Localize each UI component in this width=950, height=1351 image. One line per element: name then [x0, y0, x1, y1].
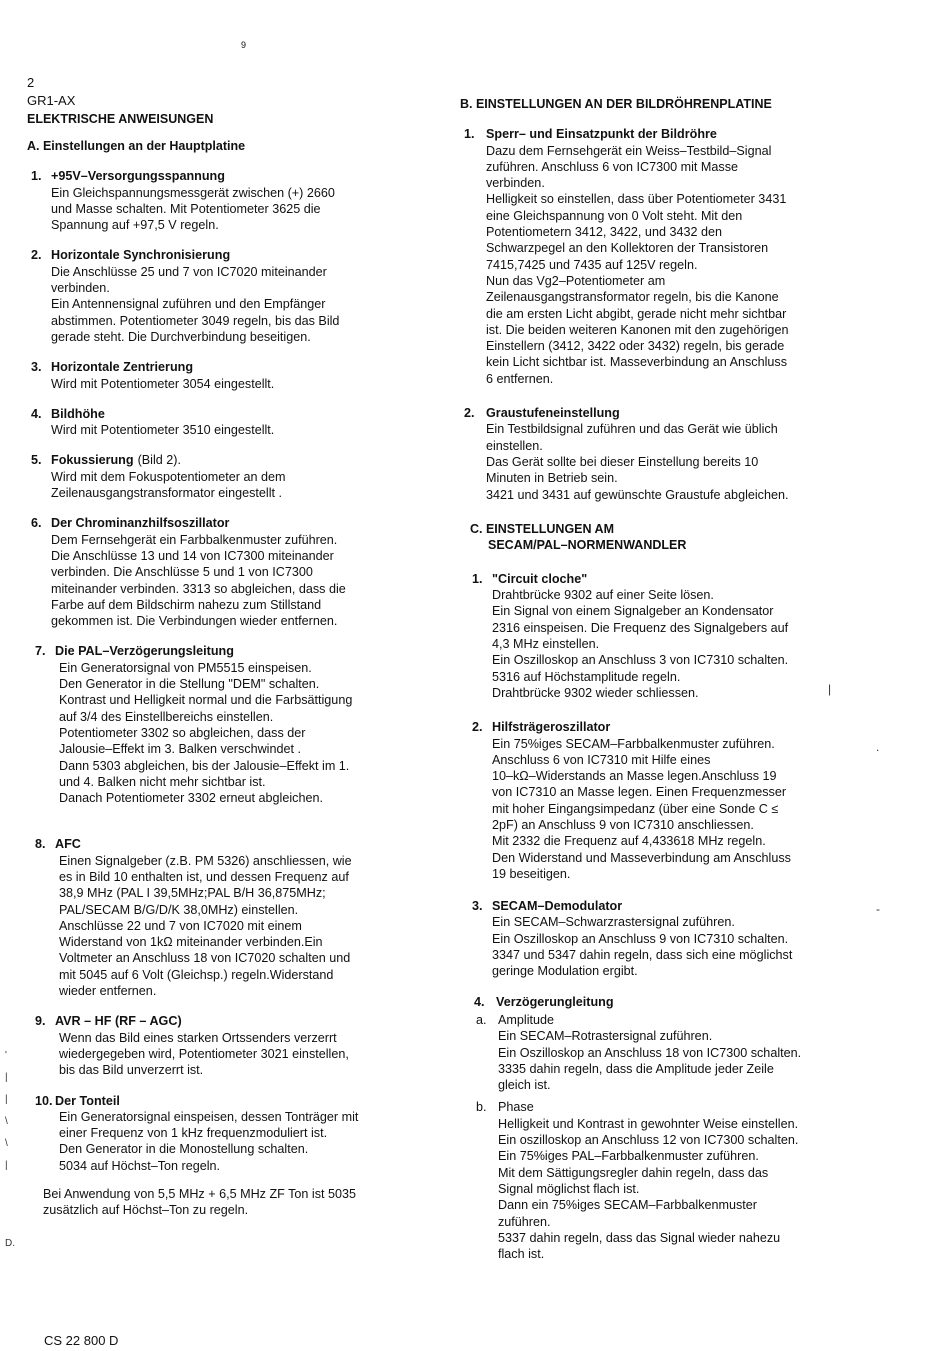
text-line: 7415,7425 und 7435 auf 125V regeln.: [486, 257, 698, 272]
text-line: Ein SECAM–Schwarzrastersignal zuführen.: [492, 915, 735, 930]
text-line: einstellen.: [486, 438, 543, 453]
text-line: Anschluss 6 von IC7310 mit Hilfe eines: [492, 752, 711, 767]
a-item-body: [27, 264, 427, 345]
a-item-number: 8.: [35, 837, 46, 852]
a-item-number: 6.: [31, 516, 42, 531]
text-line: Ein Gleichspannungsmessgerät zwischen (+) 2660: [51, 185, 335, 200]
model-name: GR1-AX: [27, 93, 76, 108]
text-line: Potentiometer 3302 so abgleichen, dass der: [59, 725, 306, 740]
text-line: 3421 und 3431 auf gewünschte Graustufe abgleichen.: [486, 487, 789, 502]
a-item-head: [27, 452, 427, 468]
a-item-body: [27, 853, 427, 1000]
right-column: [460, 96, 875, 1274]
text-line: Dann ein 75%iges SECAM–Farbbalkenmuster: [498, 1198, 758, 1213]
text-line: Signal möglichst flach ist.: [498, 1181, 640, 1196]
c-item-3: [460, 898, 875, 979]
text-line: Drahtbrücke 9302 wieder schliessen.: [492, 685, 699, 700]
text-line: wiedergegeben wird, Potentiometer 3021 einstellen,: [59, 1046, 349, 1061]
a-item-title-note: (Bild 2).: [137, 453, 181, 468]
text-line: Ein Testbildsignal zuführen und das Gerät wie üblich: [486, 422, 778, 437]
text-line: und 4. Balken nicht mehr sichtbar ist.: [59, 774, 266, 789]
b-item-1: [460, 126, 875, 387]
a-item-number: 10.: [35, 1093, 53, 1108]
section-c-title-line-1: C. EINSTELLUNGEN AM: [470, 521, 614, 536]
text-line: Kontrast und Helligkeit normal und die Farbsättigung: [59, 693, 353, 708]
text-line: ist. Die beiden weiteren Kanonen mit den zugehörigen: [486, 322, 789, 337]
stray-mark: -: [876, 902, 880, 916]
stray-mark: |: [828, 682, 832, 696]
a-item-title: Horizontale Synchronisierung: [51, 248, 231, 263]
text-line: Wird mit Potentiometer 3054 eingestellt.: [51, 376, 275, 391]
text-line: Einstellern (3412, 3422 oder 3432) regeln, bis gerade: [486, 339, 785, 354]
a-item-head: [27, 359, 427, 375]
note-line: Bei Anwendung von 5,5 MHz + 6,5 MHz ZF Ton ist 5035: [43, 1187, 357, 1202]
margin-marks: ' | | \ \ |: [5, 1050, 8, 1171]
c-item-head: [460, 719, 875, 735]
text-line: Farbe auf dem Bildschirm nahezu zum Stillstand: [51, 597, 322, 612]
text-line: 19 beseitigen.: [492, 866, 571, 881]
margin-mark-d: D.: [5, 1238, 15, 1249]
a-item-body: [27, 185, 427, 234]
left-column: [27, 138, 427, 1219]
text-line: Den Generator in die Monostellung schalten.: [59, 1142, 309, 1157]
c-item-4-head: [460, 994, 875, 1010]
text-line: Zeilenausgangstransformator regeln, bis die Kanone: [486, 290, 779, 305]
text-line: Dann 5303 abgleichen, bis der Jalousie–Effekt im 1.: [59, 758, 350, 773]
text-line: Zeilenausgangstransformator eingestellt .: [51, 486, 283, 501]
a-item-head: [27, 643, 427, 659]
text-line: wieder entfernen.: [59, 984, 157, 999]
text-line: kein Licht sichtbar ist. Masseverbindung an Anschluss: [486, 355, 788, 370]
text-line: Ein Generatorsignal einspeisen, dessen Tonträger mit: [59, 1109, 359, 1124]
a-item-head: [27, 515, 427, 531]
text-line: verbinden. Die Anschlüsse 5 und 1 von IC7300: [51, 565, 313, 580]
text-line: Dazu dem Fernsehgerät ein Weiss–Testbild–Signal: [486, 143, 772, 158]
text-line: Ein Oszilloskop an Anschluss 18 von IC7300 schalten.: [498, 1045, 802, 1060]
c-item-body: [460, 914, 875, 979]
text-line: Den Generator in die Stellung "DEM" schalten.: [59, 677, 320, 692]
a-item-title: Bildhöhe: [51, 406, 105, 421]
a-item-3: [27, 359, 427, 392]
text-line: Wenn das Bild eines starken Ortssenders verzerrt: [59, 1030, 337, 1045]
a-item-7: [27, 643, 427, 806]
b-item-body: [460, 421, 875, 502]
text-line: geringe Modulation ergibt.: [492, 964, 638, 979]
text-line: abstimmen. Potentiometer 3049 regeln, bis das Bild: [51, 313, 340, 328]
text-line: Helligkeit so einstellen, dass über Potentiometer 3431: [486, 192, 787, 207]
sub-a-head: [460, 1012, 875, 1028]
a-item-2: [27, 247, 427, 345]
text-line: verbinden.: [51, 281, 110, 296]
a-item-number: 5.: [31, 453, 42, 468]
text-line: Ein 75%iges SECAM–Farbbalkenmuster zuführen.: [492, 736, 775, 751]
a-item-6: [27, 515, 427, 629]
text-line: Potentiometern 3412, 3422, und 3432 den: [486, 225, 722, 240]
a-item-number: 7.: [35, 644, 46, 659]
text-line: von IC7310 an Masse legen. Einen Frequenzmesser: [492, 785, 787, 800]
text-line: Ein Generatorsignal von PM5515 einspeisen.: [59, 660, 312, 675]
c-item-head: [460, 571, 875, 587]
c-item-number: 2.: [472, 720, 483, 735]
text-line: miteinander verbinden. 3313 so abgleichen, dass die: [51, 581, 346, 596]
section-a-title: A. Einstellungen an der Hauptplatine: [27, 139, 246, 153]
a-item-number: 4.: [31, 406, 42, 421]
c-item-4: [460, 994, 875, 1263]
sub-b-title: Phase: [498, 1100, 534, 1115]
a-item-title: Horizontale Zentrierung: [51, 360, 194, 375]
a-item-title: Der Tonteil: [55, 1093, 120, 1108]
text-line: Dem Fernsehgerät ein Farbbalkenmuster zuführen.: [51, 532, 338, 547]
text-line: Ein 75%iges PAL–Farbbalkenmuster zuführen.: [498, 1149, 759, 1164]
text-line: Ein Signal von einem Signalgeber an Kondensator: [492, 604, 774, 619]
a-item-number: 2.: [31, 248, 42, 263]
a-item-body: [27, 1030, 427, 1079]
b-item-head: [460, 126, 875, 142]
text-line: Drahtbrücke 9302 auf einer Seite lösen.: [492, 588, 714, 603]
text-line: mit 5045 auf 6 Volt (Gleichsp.) regeln.Widerstand: [59, 967, 334, 982]
a-item-title: AVR – HF (RF – AGC): [55, 1014, 182, 1029]
a-item-body: [27, 469, 427, 502]
a-item-title: Fokussierung: [51, 453, 134, 468]
a-item-title: Der Chrominanzhilfsoszillator: [51, 516, 230, 531]
text-line: die am ersten Licht abgibt, gerade nicht mehr sichtbar: [486, 306, 787, 321]
text-line: 38,9 MHz (PAL I 39,5MHz;PAL B/H 36,875MHz;: [59, 886, 326, 901]
sub-b-body: [460, 1116, 875, 1263]
text-line: gekommen ist. Die Verbindungen wieder entfernen.: [51, 614, 338, 629]
text-line: Danach Potentiometer 3302 erneut abgleichen.: [59, 791, 323, 806]
section-a-note: [27, 1186, 427, 1219]
a-item-head: [27, 836, 427, 852]
text-line: mit hoher Eingangsimpedanz (über eine Sonde C ≤: [492, 801, 779, 816]
text-line: 5316 auf Höchstamplitude regeln.: [492, 669, 681, 684]
a-item-title: Die PAL–Verzögerungsleitung: [55, 644, 234, 659]
text-line: gerade steht. Die Durchverbindung beseitigen.: [51, 329, 311, 344]
b-item-head: [460, 405, 875, 421]
a-item-head: [27, 1093, 427, 1109]
c-item-body: [460, 736, 875, 883]
section-b-title: B. EINSTELLUNGEN AN DER BILDRÖHRENPLATINE: [460, 97, 772, 111]
top-mark: 9: [241, 40, 247, 50]
a-item-head: [27, 247, 427, 263]
a-item-number: 3.: [31, 360, 42, 375]
c-item-number: 3.: [472, 899, 483, 914]
text-line: Ein oszilloskop an Anschluss 12 von IC7300 schalten.: [498, 1133, 799, 1148]
text-line: und Masse schalten. Mit Potentiometer 3625 die: [51, 201, 321, 216]
a-item-title: +95V–Versorgungsspannung: [51, 169, 225, 184]
text-line: Ein Oszilloskop an Anschluss 9 von IC7310 schalten.: [492, 931, 789, 946]
note-line: zusätzlich auf Höchst–Ton zu regeln.: [43, 1203, 249, 1218]
b-item-body: [460, 143, 875, 387]
text-line: Mit dem Sättigungsregler dahin regeln, dass das: [498, 1165, 769, 1180]
text-line: 10–kΩ–Widerstands an Masse legen.Anschluss 19: [492, 769, 777, 784]
section-a-items: [27, 168, 427, 1174]
b-item-title: Sperr– und Einsatzpunkt der Bildröhre: [486, 127, 717, 142]
c-item-4-sub-a: [460, 1012, 875, 1093]
a-item-head: [27, 406, 427, 422]
a-item-8: [27, 836, 427, 999]
text-line: Die Anschlüsse 13 und 14 von IC7300 miteinander: [51, 548, 334, 563]
text-line: flach ist.: [498, 1247, 545, 1262]
text-line: Den Widerstand und Masseverbindung am Anschluss: [492, 850, 791, 865]
a-item-title: AFC: [55, 837, 81, 852]
text-line: verbinden.: [486, 176, 545, 191]
page-number: 2: [27, 75, 35, 90]
text-line: Das Gerät sollte bei dieser Einstellung bereits 10: [486, 454, 759, 469]
a-item-body: [27, 532, 427, 630]
text-line: 5337 dahin regeln, dass das Signal wieder nahezu: [498, 1230, 781, 1245]
sub-a-body: [460, 1028, 875, 1093]
document-header: [27, 74, 213, 128]
sub-a-title: Amplitude: [498, 1012, 555, 1027]
c-item-number: 1.: [472, 571, 483, 586]
a-item-body: [27, 1109, 427, 1174]
c-item-4-title: Verzögerungleitung: [496, 994, 614, 1009]
a-item-head: [27, 1013, 427, 1029]
footer-code: CS 22 800 D: [44, 1333, 119, 1348]
text-line: auf 3/4 des Einstellbereichs einstellen.: [59, 709, 274, 724]
a-item-10: [27, 1093, 427, 1174]
text-line: Anschlüsse 22 und 7 von IC7020 mit einem: [59, 918, 302, 933]
text-line: Voltmeter an Anschluss 18 von IC7020 schalten und: [59, 951, 351, 966]
sub-b-head: [460, 1099, 875, 1115]
a-item-5: [27, 452, 427, 501]
stray-mark: .: [876, 740, 880, 754]
text-line: 6 entfernen.: [486, 371, 554, 386]
b-item-number: 1.: [464, 127, 475, 142]
text-line: Wird mit dem Fokuspotentiometer an dem: [51, 469, 286, 484]
text-line: Mit 2332 die Frequenz auf 4,433618 MHz regeln.: [492, 834, 766, 849]
text-line: Wird mit Potentiometer 3510 eingestellt.: [51, 423, 275, 438]
text-line: PAL/SECAM B/G/D/K 38,0MHz) einstellen.: [59, 902, 299, 917]
text-line: gleich ist.: [498, 1078, 551, 1093]
a-item-body: [27, 660, 427, 807]
c-item-1: [460, 571, 875, 701]
text-line: Helligkeit und Kontrast in gewohnter Weise einstellen.: [498, 1116, 799, 1131]
c-item-body: [460, 587, 875, 701]
a-item-9: [27, 1013, 427, 1078]
section-c-title-line-2: SECAM/PAL–NORMENWANDLER: [488, 537, 687, 552]
c-item-title: "Circuit cloche": [492, 571, 588, 586]
text-line: Ein SECAM–Rotrastersignal zuführen.: [498, 1029, 713, 1044]
document-title: ELEKTRISCHE ANWEISUNGEN: [27, 112, 214, 126]
text-line: bis das Bild unverzerrt ist.: [59, 1063, 204, 1078]
c-item-2: [460, 719, 875, 882]
text-line: Jalousie–Effekt im 3. Balken verschwindet .: [59, 742, 301, 757]
a-item-number: 9.: [35, 1014, 46, 1029]
text-line: Die Anschlüsse 25 und 7 von IC7020 miteinander: [51, 264, 327, 279]
section-c-items: [460, 571, 875, 980]
c-item-title: Hilfsträgeroszillator: [492, 720, 611, 735]
text-line: Widerstand von 1kΩ miteinander verbinden.Ein: [59, 935, 323, 950]
sub-b-number: b.: [476, 1100, 487, 1115]
text-line: Ein Oszilloskop an Anschluss 3 von IC7310 schalten.: [492, 653, 789, 668]
b-item-number: 2.: [464, 406, 475, 421]
c-item-4-number: 4.: [474, 994, 485, 1009]
text-line: Minuten in Betrieb sein.: [486, 471, 618, 486]
text-line: einer Frequenz von 1 kHz frequenzmoduliert ist.: [59, 1126, 328, 1141]
c-item-4-sub-b: [460, 1099, 875, 1262]
text-line: 2316 einspeisen. Die Frequenz des Signalgebers auf: [492, 620, 789, 635]
text-line: 3335 dahin regeln, dass die Amplitude jeder Zeile: [498, 1061, 774, 1076]
text-line: 4,3 MHz einstellen.: [492, 637, 600, 652]
sub-a-number: a.: [476, 1012, 487, 1027]
a-item-body: [27, 376, 427, 392]
a-item-body: [27, 422, 427, 438]
text-line: es in Bild 10 enthalten ist, und dessen Frequenz auf: [59, 869, 349, 884]
a-item-number: 1.: [31, 169, 42, 184]
a-item-head: [27, 168, 427, 184]
text-line: 2pF) an Anschluss 9 von IC7310 anschliessen.: [492, 817, 754, 832]
text-line: Ein Antennensignal zuführen und den Empfänger: [51, 297, 326, 312]
section-b-items: [460, 126, 875, 503]
text-line: zuführen. Anschluss 6 von IC7300 mit Masse: [486, 159, 739, 174]
b-item-title: Graustufeneinstellung: [486, 406, 620, 421]
text-line: Spannung auf +97,5 V regeln.: [51, 218, 219, 233]
c-item-title: SECAM–Demodulator: [492, 899, 623, 914]
b-item-2: [460, 405, 875, 503]
text-line: eine Gleichspannung von 0 Volt steht. Mit den: [486, 208, 743, 223]
c-item-head: [460, 898, 875, 914]
text-line: 3347 und 5347 dahin regeln, dass sich eine möglichst: [492, 948, 793, 963]
text-line: Schwarzpegel an den Kollektoren der Transistoren: [486, 241, 769, 256]
text-line: 5034 auf Höchst–Ton regeln.: [59, 1158, 221, 1173]
text-line: zuführen.: [498, 1214, 551, 1229]
a-item-1: [27, 168, 427, 233]
a-item-4: [27, 406, 427, 439]
text-line: Nun das Vg2–Potentiometer am: [486, 273, 666, 288]
section-c-title: [470, 521, 875, 553]
text-line: Einen Signalgeber (z.B. PM 5326) anschliessen, wie: [59, 853, 352, 868]
